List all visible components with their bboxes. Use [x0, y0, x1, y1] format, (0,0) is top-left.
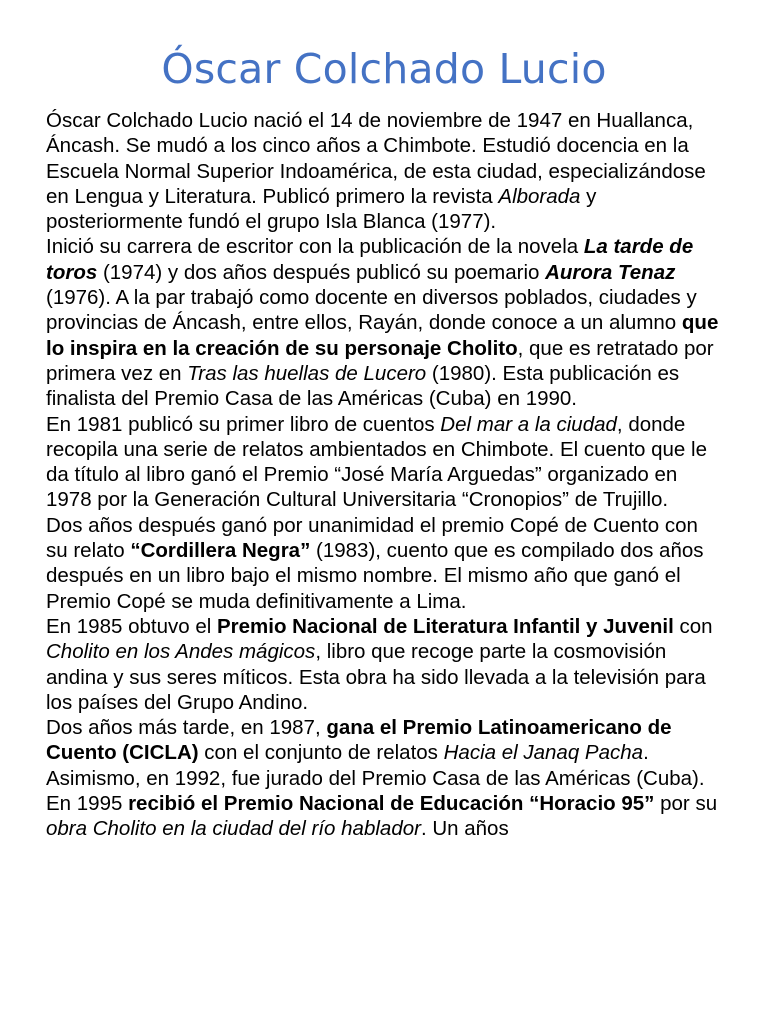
emphasis-run: Premio Nacional de Literatura Infantil y Juvenil: [216, 614, 674, 638]
text-run: y posteriormente fundó el grupo Isla Blanca (1977).: [46, 184, 597, 234]
text-run: (1974) y dos años después publicó su poemario: [97, 260, 546, 284]
text-run: con el conjunto de relatos: [198, 741, 444, 765]
emphasis-run: La tarde de toros: [46, 235, 694, 284]
text-run: En 1981 publicó su primer libro de cuentos: [46, 412, 441, 436]
emphasis-run: Aurora Tenaz: [545, 260, 676, 284]
text-run: (1980). Esta publicación es finalista del Premio Casa de las Américas (Cuba) en 1990.: [46, 361, 680, 411]
emphasis-run: Del mar a la ciudad: [440, 412, 617, 436]
text-run: . Un años: [420, 817, 509, 841]
text-run: En 1995: [46, 792, 129, 816]
text-run: (1976). A la par trabajó como docente en diversos poblados, ciudades y provincias de Áncash, entre ellos, Rayán, donde conoce a un alumno: [46, 286, 697, 335]
text-run: Dos años después ganó por unanimidad el premio Copé de Cuento con su relato: [46, 513, 698, 563]
emphasis-run: obra Cholito en la ciudad del río hablador: [46, 817, 421, 841]
emphasis-run: recibió el Premio Nacional de Educación “Horacio 95”: [128, 792, 655, 816]
paragraph: [46, 108, 722, 234]
paragraph: [46, 614, 722, 715]
page-title: Óscar Colchado Lucio: [161, 45, 607, 93]
text-run: Óscar Colchado Lucio nació el 14 de noviembre de 1947 en Huallanca, Áncash. Se mudó a los cinco años a Chimbote. Estudió docencia en la Escuela Normal Superior Indoamérica, de esta ciudad, especializándose en Lengua y Literatura. Publicó primero la revista: [46, 109, 706, 208]
text-run: En 1985 obtuvo el: [46, 614, 217, 638]
paragraph: [46, 513, 722, 614]
text-run: , donde recopila una serie de relatos ambientados en Chimbote. El cuento que le da título al libro ganó el Premio “José María Arguedas” organizado en 1978 por la Generación Cultural Universitaria “Cronopios” de Trujillo.: [46, 412, 707, 512]
paragraph: [46, 234, 722, 411]
text-run: con: [673, 614, 713, 638]
emphasis-run: “Cordillera Negra”: [130, 539, 311, 563]
text-run: por su: [654, 792, 718, 816]
text-run: . Asimismo, en 1992, fue jurado del Premio Casa de las Américas (Cuba).: [46, 741, 705, 790]
text-run: , que es retratado por primera vez en: [46, 336, 714, 385]
emphasis-run: Alborada: [498, 184, 581, 208]
paragraph: [46, 412, 722, 513]
emphasis-run: Tras las huellas de Lucero: [187, 361, 427, 385]
emphasis-run: Hacia el Janaq Pacha: [443, 741, 644, 765]
text-run: Dos años más tarde, en 1987,: [46, 716, 327, 740]
paragraph: [46, 791, 722, 842]
document-body: [46, 108, 722, 842]
emphasis-run: gana el Premio Latinoamericano de Cuento (CICLA): [46, 716, 672, 765]
text-run: Inició su carrera de escritor con la publicación de la novela: [46, 235, 584, 259]
text-run: (1983), cuento que es compilado dos años después en un libro bajo el mismo nombre. El mismo año que ganó el Premio Copé se muda definitivamente a Lima.: [46, 539, 704, 613]
paragraph: [46, 715, 722, 791]
emphasis-run: que lo inspira en la creación de su personaje Cholito: [46, 311, 719, 360]
emphasis-run: Cholito en los Andes mágicos: [46, 640, 316, 664]
text-run: , libro que recoge parte la cosmovisión andina y sus seres míticos. Esta obra ha sido llevada a la televisión para los países del Grupo Andino.: [46, 640, 706, 714]
